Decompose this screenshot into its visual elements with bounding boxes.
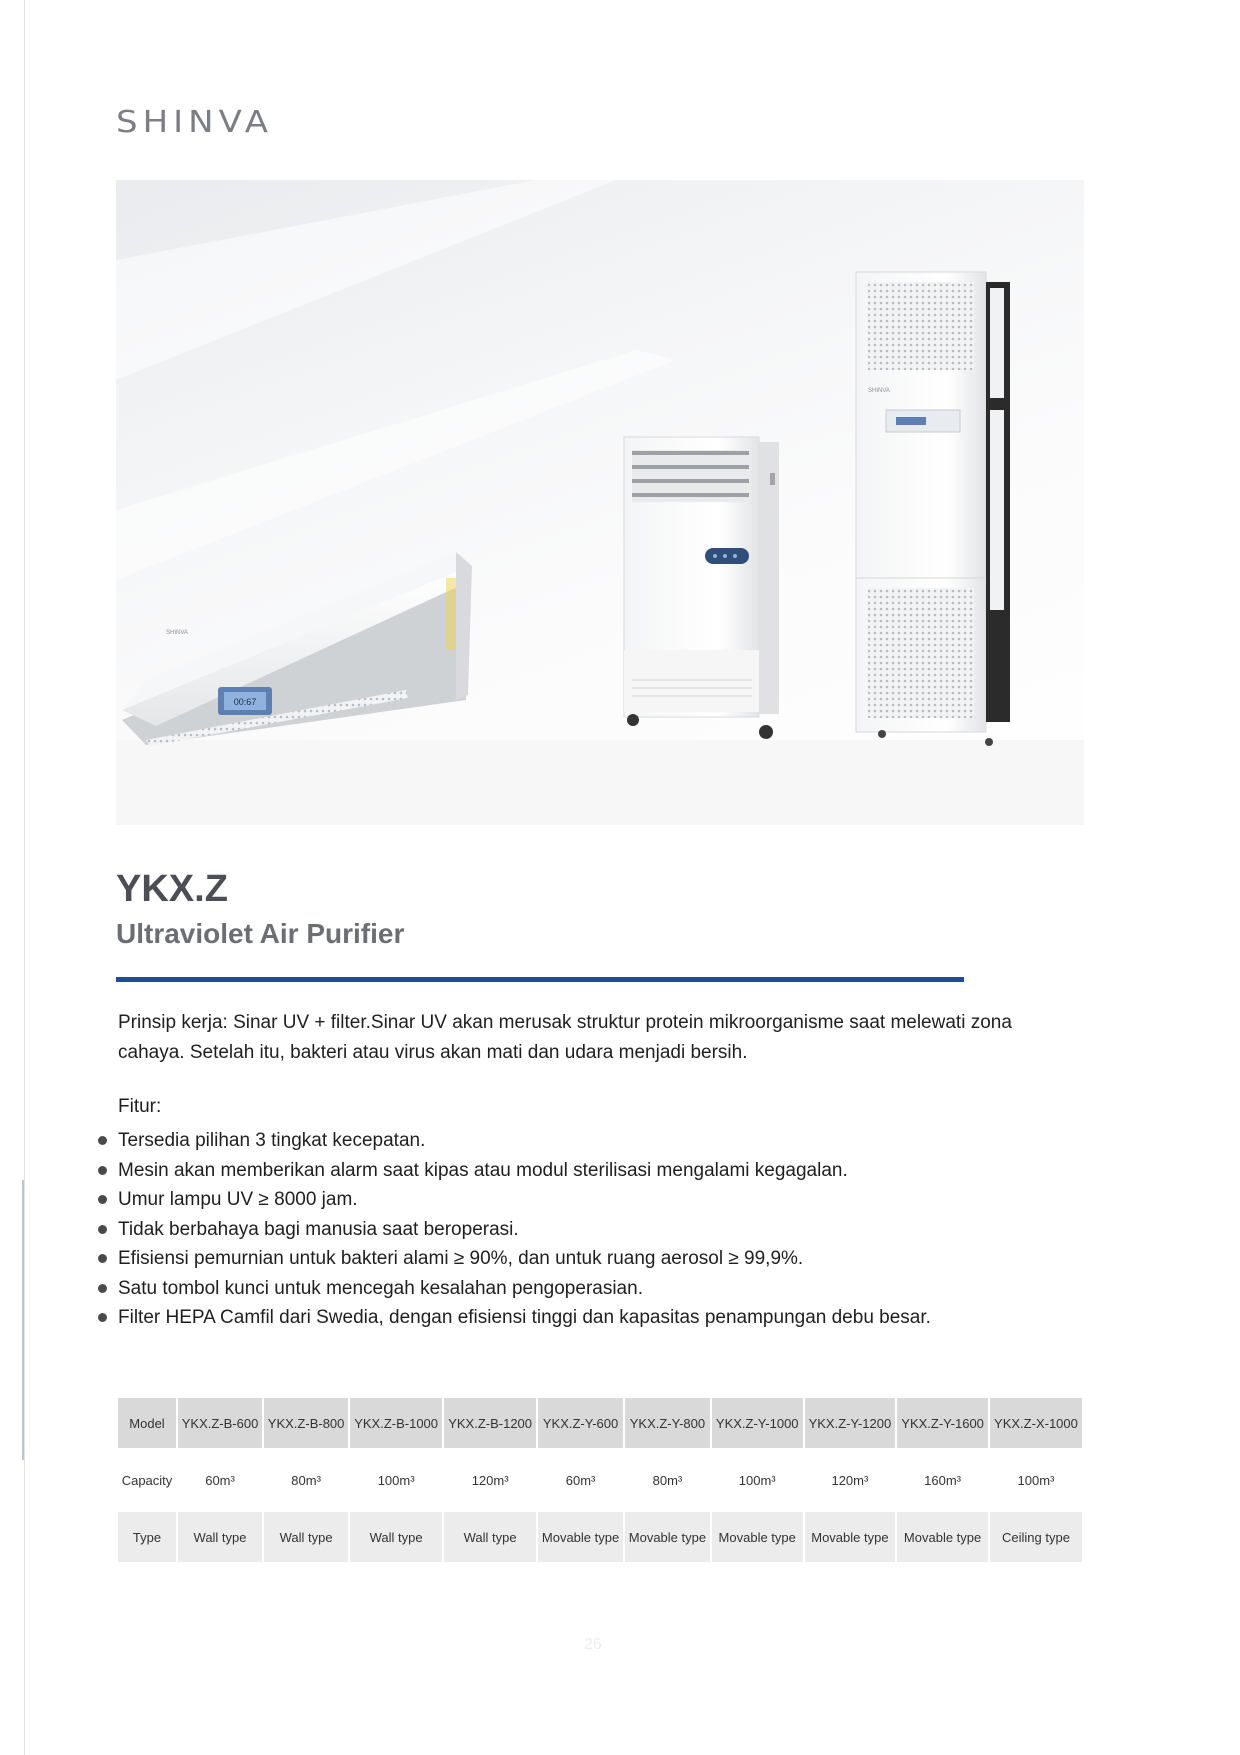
table-row-type	[118, 1512, 1082, 1562]
specification-table	[116, 1398, 1084, 1562]
features-list	[96, 1126, 931, 1333]
bullet-icon	[98, 1284, 107, 1293]
row-header-model: Model	[118, 1398, 176, 1448]
capacity-cell: 80m³	[625, 1448, 710, 1512]
feature-item: Tidak berbahaya bagi manusia saat beroperasi.	[96, 1215, 931, 1245]
features-heading: Fitur:	[118, 1096, 162, 1117]
type-cell: Wall type	[178, 1512, 262, 1562]
bullet-icon	[98, 1225, 107, 1234]
model-cell: YKX.Z-B-1200	[444, 1398, 536, 1448]
product-hero-image	[116, 180, 1084, 825]
page-left-rule	[24, 0, 25, 1755]
capacity-cell: 80m³	[264, 1448, 348, 1512]
feature-item: Filter HEPA Camfil dari Swedia, dengan efisiensi tinggi dan kapasitas penampungan debu besar.	[96, 1303, 931, 1333]
bullet-icon	[98, 1254, 107, 1263]
type-cell: Movable type	[538, 1512, 623, 1562]
type-cell: Movable type	[897, 1512, 988, 1562]
capacity-cell: 60m³	[178, 1448, 262, 1512]
model-cell: YKX.Z-Y-1200	[805, 1398, 896, 1448]
model-cell: YKX.Z-B-1000	[350, 1398, 442, 1448]
type-cell: Wall type	[264, 1512, 348, 1562]
feature-item: Mesin akan memberikan alarm saat kipas atau modul sterilisasi mengalami kegagalan.	[96, 1156, 931, 1186]
capacity-cell: 120m³	[805, 1448, 896, 1512]
working-principle-text: Prinsip kerja: Sinar UV + filter.Sinar UV akan merusak struktur protein mikroorganisme saat melewati zona cahaya. Setelah itu, bakteri atau virus akan mati dan udara menjadi bersih.	[118, 1012, 1012, 1063]
wall-unit-brand: SHINVA	[166, 630, 188, 636]
tower-type-purifier	[856, 272, 1010, 746]
table-row-model	[118, 1398, 1082, 1448]
product-name-subtitle: Ultraviolet Air Purifier	[116, 918, 405, 949]
page-number: 26	[584, 1636, 602, 1653]
feature-item: Umur lampu UV ≥ 8000 jam.	[96, 1185, 931, 1215]
capacity-cell: 120m³	[444, 1448, 536, 1512]
row-header-type: Type	[118, 1512, 176, 1562]
bullet-icon	[98, 1195, 107, 1204]
tower-unit-brand: SHINVA	[868, 388, 890, 394]
type-cell: Movable type	[805, 1512, 896, 1562]
bullet-icon	[98, 1136, 107, 1145]
model-cell: YKX.Z-X-1000	[990, 1398, 1082, 1448]
wall-type-purifier	[122, 552, 472, 746]
type-cell: Ceiling type	[990, 1512, 1082, 1562]
capacity-cell: 100m³	[350, 1448, 442, 1512]
type-cell: Movable type	[712, 1512, 803, 1562]
model-cell: YKX.Z-Y-600	[538, 1398, 623, 1448]
bullet-icon	[98, 1313, 107, 1322]
type-cell: Wall type	[350, 1512, 442, 1562]
capacity-cell: 160m³	[897, 1448, 988, 1512]
bullet-icon	[98, 1166, 107, 1175]
feature-item: Efisiensi pemurnian untuk bakteri alami ≥ 90%, dan untuk ruang aerosol ≥ 99,9%.	[96, 1244, 931, 1274]
model-cell: YKX.Z-Y-800	[625, 1398, 710, 1448]
model-cell: YKX.Z-B-600	[178, 1398, 262, 1448]
wall-unit-display: 00:67	[233, 697, 257, 707]
feature-item: Tersedia pilihan 3 tingkat kecepatan.	[96, 1126, 931, 1156]
capacity-cell: 60m³	[538, 1448, 623, 1512]
model-cell: YKX.Z-B-800	[264, 1398, 348, 1448]
table-row-capacity	[118, 1448, 1082, 1512]
capacity-cell: 100m³	[990, 1448, 1082, 1512]
model-cell: YKX.Z-Y-1000	[712, 1398, 803, 1448]
page-left-marker	[22, 1180, 24, 1460]
product-code-title: YKX.Z	[116, 868, 228, 910]
feature-item: Satu tombol kunci untuk mencegah kesalahan pengoperasian.	[96, 1274, 931, 1304]
row-header-capacity: Capacity	[118, 1448, 176, 1512]
brand-logo: SHINVA	[116, 104, 273, 140]
type-cell: Wall type	[444, 1512, 536, 1562]
model-cell: YKX.Z-Y-1600	[897, 1398, 988, 1448]
title-accent-rule	[116, 977, 964, 982]
capacity-cell: 100m³	[712, 1448, 803, 1512]
movable-type-purifier	[624, 437, 779, 739]
type-cell: Movable type	[625, 1512, 710, 1562]
